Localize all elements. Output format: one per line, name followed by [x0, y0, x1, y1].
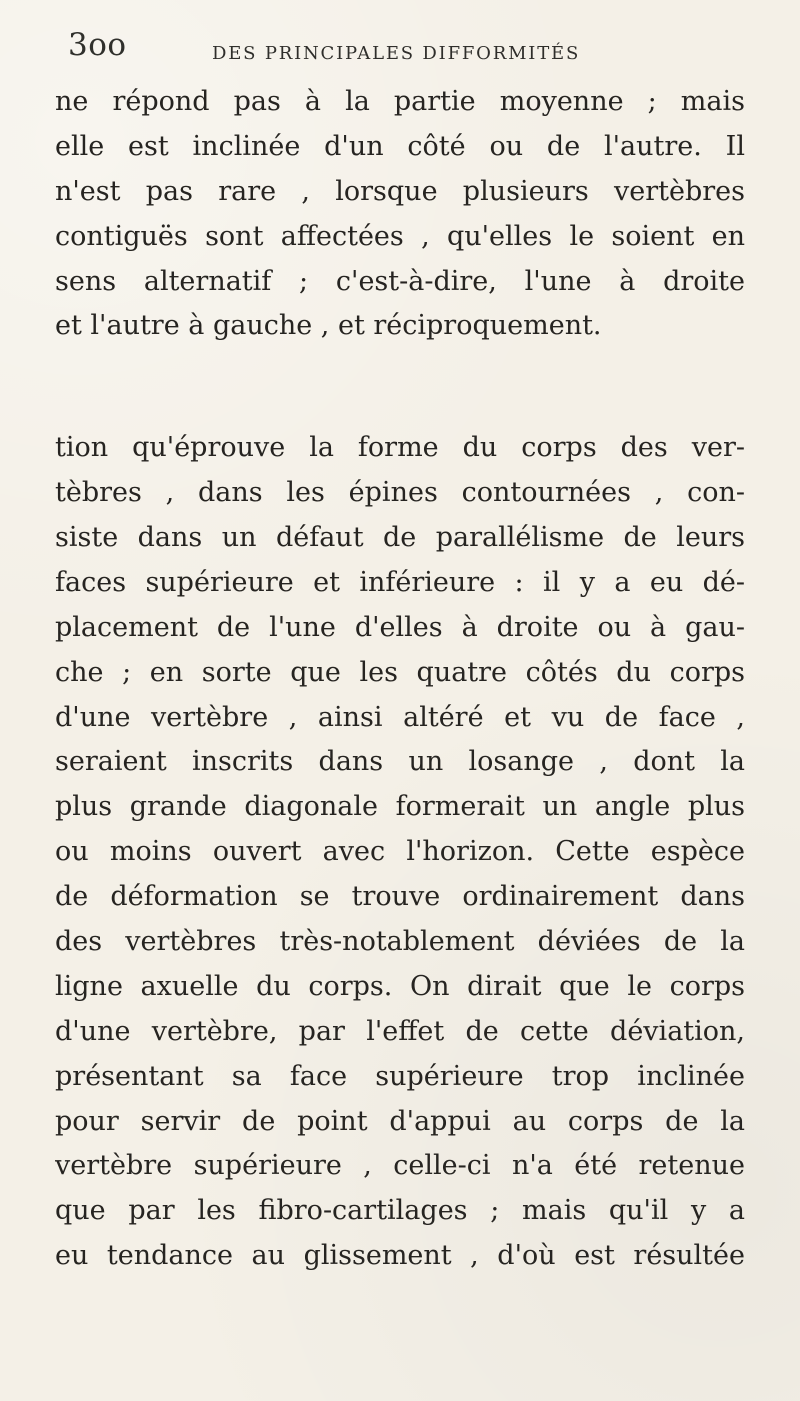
page-header — [68, 27, 768, 72]
page-number: 3oo — [68, 27, 127, 63]
text-line: d'une vertèbre, par l'effet de cette déviation, — [55, 1015, 745, 1047]
text-line: placement de l'une d'elles à droite ou à gau- — [55, 611, 745, 643]
text-line: tion qu'éprouve la forme du corps des ver- — [55, 432, 745, 464]
text-line: des vertèbres très-notablement déviées de la — [55, 926, 745, 958]
text-line: ne répond pas à la partie moyenne ; mais — [55, 86, 745, 117]
body-text — [55, 80, 745, 1279]
text-line: que par les fibro-cartilages ; mais qu'il y a — [55, 1195, 745, 1227]
text-line: vertèbre supérieure , celle-ci n'a été retenue — [55, 1150, 745, 1182]
text-line: ligne axuelle du corps. On dirait que le corps — [55, 970, 745, 1002]
text-line: d'une vertèbre , ainsi altéré et vu de face , — [55, 701, 745, 733]
text-line: elle est inclinée d'un côté ou de l'autre. Il — [55, 130, 745, 162]
text-line: faces supérieure et inférieure : il y a eu dé- — [55, 566, 745, 598]
text-line: contiguës sont affectées , qu'elles le soient en — [55, 220, 745, 252]
running-head: DES PRINCIPALES DIFFORMITÉS — [212, 43, 581, 64]
text-line: n'est pas rare , lorsque plusieurs vertèbres — [55, 175, 745, 207]
section-first-line — [55, 381, 745, 426]
text-line: présentant sa face supérieure trop inclinée — [55, 1060, 745, 1092]
text-line: siste dans un défaut de parallélisme de leurs — [55, 522, 745, 554]
text-line: et l'autre à gauche , et réciproquement. — [55, 310, 602, 342]
text-line: plus grande diagonale formerait un angle plus — [55, 791, 745, 823]
text-line: pour servir de point d'appui au corps de la — [55, 1105, 745, 1137]
text-line: seraient inscrits dans un losange , dont la — [55, 746, 745, 778]
paragraph-gap — [55, 349, 745, 381]
text-line: sens alternatif ; c'est-à-dire, l'une à droite — [55, 265, 745, 297]
text-line: ou moins ouvert avec l'horizon. Cette espèce — [55, 836, 745, 868]
text-line: eu tendance au glissement , d'où est résultée — [55, 1240, 745, 1272]
text-line: che ; en sorte que les quatre côtés du corps — [55, 656, 745, 688]
text-line: de déformation se trouve ordinairement dans — [55, 881, 745, 913]
text-line: tèbres , dans les épines contournées , con- — [55, 477, 745, 509]
